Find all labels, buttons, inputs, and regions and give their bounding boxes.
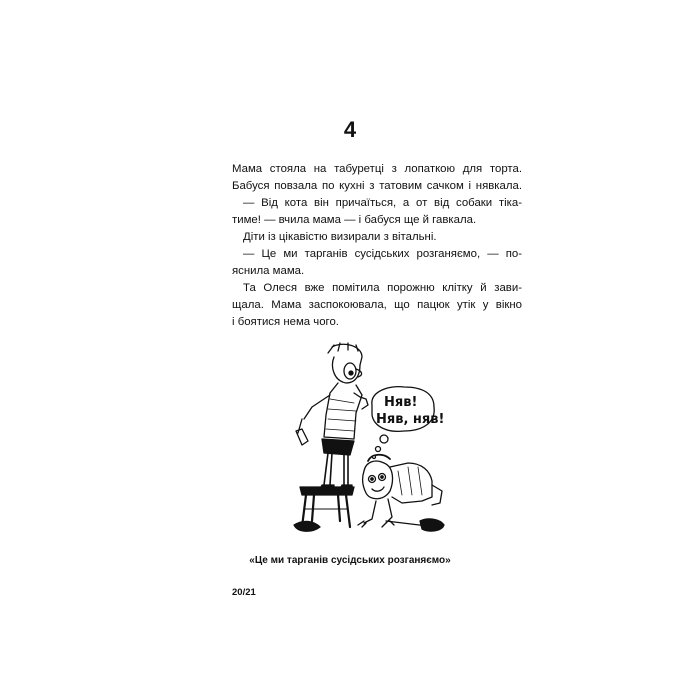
text-line: Бабуся повзала по кухні з татовим сачком і нявкала.	[232, 180, 522, 192]
text-line: — Це ми тарганів сусідських розганяємо, — по-	[243, 248, 522, 260]
grandmother-figure-drawing	[358, 455, 442, 527]
mother-figure-drawing	[296, 343, 368, 489]
chapter-number: 4	[343, 117, 357, 142]
text-line: Діти із цікавістю визирали з вітальні.	[243, 231, 437, 243]
text-line: яснила мама.	[232, 265, 305, 277]
illustration-caption: «Це ми тарганів сусідських розганяємо»	[249, 555, 451, 566]
text-line: — Від кота він причаїться, а от від собаки тіка-	[243, 197, 522, 209]
kitchen-illustration	[272, 335, 452, 535]
text-line: Та Олеся вже помітила порожню клітку й зави-	[243, 282, 522, 294]
body-text	[232, 161, 522, 331]
text-line: щала. Мама заспокоювала, що пацюк утік у вікно	[232, 299, 522, 311]
text-line: і боятися нема чого.	[232, 316, 339, 328]
page-number: 20/21	[232, 587, 256, 598]
speech-bubble-line2: Няв, няв!	[376, 412, 445, 427]
speech-bubble-line1: Няв!	[384, 395, 418, 410]
text-line: тиме! — вчила мама — і бабуся ще й гавкала.	[232, 214, 477, 226]
text-line: Мама стояла на табуретці з лопаткою для торта.	[232, 163, 522, 175]
speech-bubble-drawing	[372, 387, 445, 459]
